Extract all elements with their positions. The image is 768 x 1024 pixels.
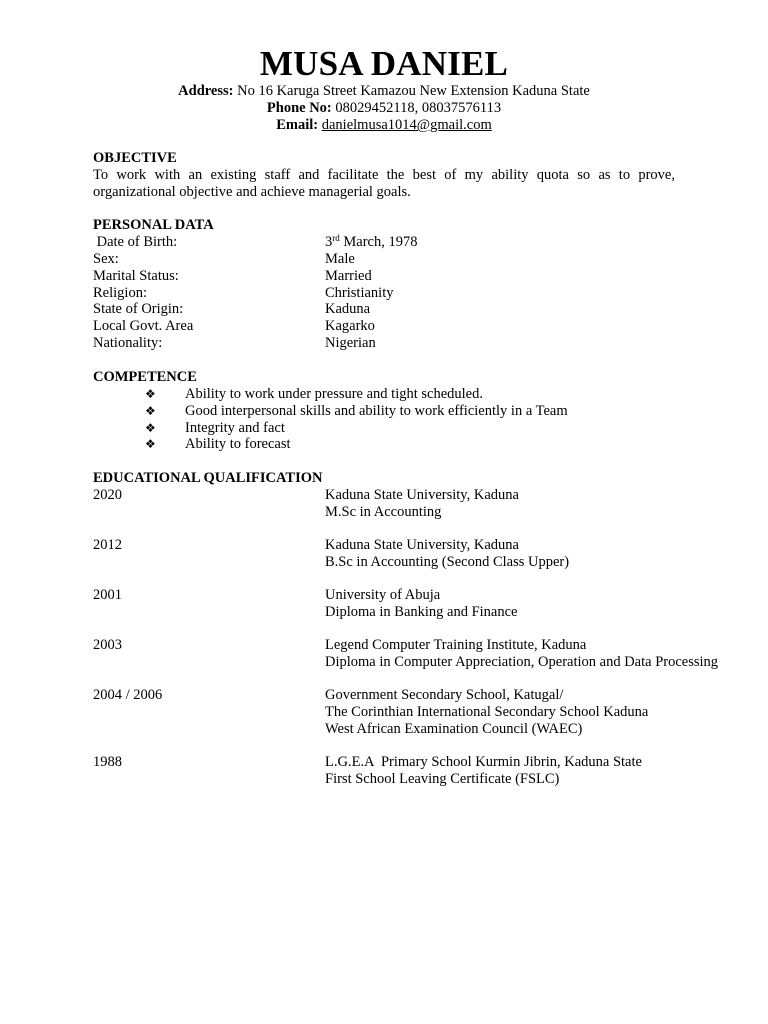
lga-label: Local Govt. Area [93,318,194,334]
personal-data-heading: PERSONAL DATA [93,217,214,233]
nationality-value: Nigerian [325,335,376,351]
phone-label: Phone No: [266,100,332,116]
personal-row-dob [93,234,753,251]
objective-paragraph [93,167,675,200]
education-year: 2003 [93,637,122,653]
education-award: Diploma in Banking and Finance [325,603,518,620]
education-year: 2020 [93,487,122,503]
education-institution: Kaduna State University, Kaduna [325,537,519,553]
diamond-bullet-icon: ❖ [145,421,156,435]
education-award: B.Sc in Accounting (Second Class Upper) [325,553,570,570]
education-award: M.Sc in Accounting [325,503,442,520]
objective-line-2: organizational objective and achieve managerial goals. [93,183,411,200]
sex-value: Male [325,251,355,267]
dob-label: Date of Birth: [93,234,178,250]
education-details [325,687,648,737]
competence-text: Ability to forecast [185,436,291,452]
education-institution: University of Abuja [325,587,441,603]
personal-row-marital [93,268,753,285]
email-link[interactable]: danielmusa1014@gmail.com [321,117,492,133]
education-award: First School Leaving Certificate (FSLC) [325,770,560,787]
objective-line-1: To work with an existing staff and facilitate the best of my ability quota so as to prove, [93,167,675,183]
marital-value: Married [325,268,372,284]
education-details [325,537,569,571]
education-year: 2001 [93,587,122,603]
address-label: Address: [178,83,234,99]
personal-row-state [93,301,753,318]
state-label: State of Origin: [93,301,184,317]
personal-row-religion [93,285,753,302]
education-year: 2004 / 2006 [93,687,163,703]
religion-label: Religion: [93,285,147,301]
education-institution: The Corinthian International Secondary School Kaduna [325,703,649,720]
competence-text: Integrity and fact [185,420,285,436]
address-value: No 16 Karuga Street Kamazou New Extension Kaduna State [237,83,590,99]
address-line [0,83,768,100]
diamond-bullet-icon: ❖ [145,387,156,401]
candidate-name: MUSA DANIEL [259,44,509,83]
dob-suffix: rd [332,233,340,243]
state-value: Kaduna [325,301,371,317]
email-label: Email: [276,117,319,133]
objective-heading: OBJECTIVE [93,150,177,166]
education-award: West African Examination Council (WAEC) [325,720,583,737]
personal-row-nationality [93,335,753,352]
education-institution: Kaduna State University, Kaduna [325,487,519,503]
marital-label: Marital Status: [93,268,179,284]
lga-value: Kagarko [325,318,375,334]
phone-value: 08029452118, 08037576113 [335,100,502,116]
personal-row-lga [93,318,753,335]
education-details [325,754,642,788]
education-year: 1988 [93,754,122,770]
education-heading: EDUCATIONAL QUALIFICATION [93,470,323,486]
education-institution: Legend Computer Training Institute, Kaduna [325,637,587,653]
email-line [0,117,768,134]
nationality-label: Nationality: [93,335,163,351]
education-details [325,487,519,521]
education-details [325,587,518,621]
phone-line [0,100,768,117]
education-year: 2012 [93,537,122,553]
education-institution: Government Secondary School, Katugal/ [325,687,564,703]
religion-value: Christianity [325,285,394,301]
education-institution: L.G.E.A Primary School Kurmin Jibrin, Kaduna State [325,754,642,770]
diamond-bullet-icon: ❖ [145,404,156,418]
education-award: Diploma in Computer Appreciation, Operation and Data Processing [325,653,719,670]
competence-text: Good interpersonal skills and ability to work efficiently in a Team [185,403,568,419]
competence-text: Ability to work under pressure and tight scheduled. [185,386,483,402]
diamond-bullet-icon: ❖ [145,437,156,451]
education-details [325,637,718,671]
sex-label: Sex: [93,251,119,267]
competence-heading: COMPETENCE [93,369,197,385]
dob-value: 3rd March, 1978 [325,233,418,250]
personal-row-sex [93,251,753,268]
